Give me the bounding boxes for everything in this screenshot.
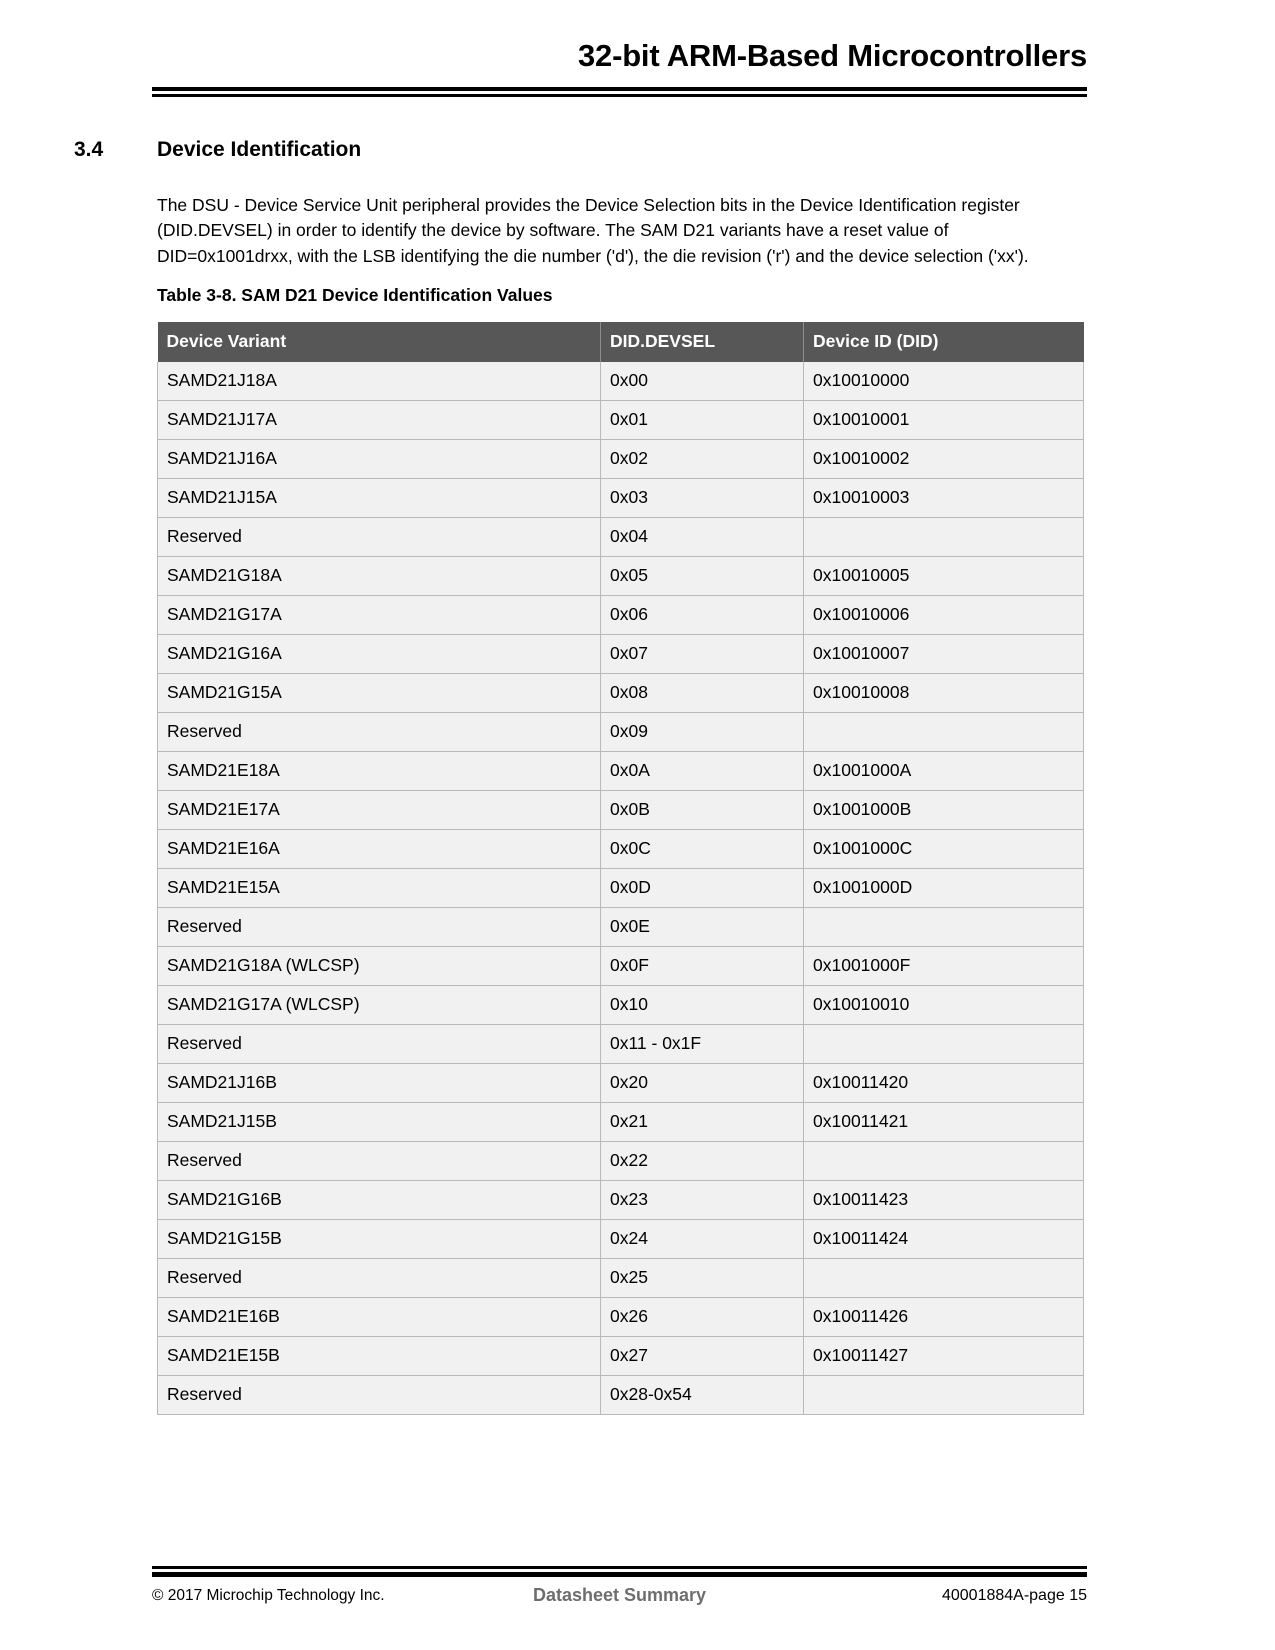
cell-device-id: 0x1001000C xyxy=(804,830,1084,869)
cell-did-devsel: 0x24 xyxy=(601,1220,804,1259)
cell-did-devsel: 0x22 xyxy=(601,1142,804,1181)
cell-device-id: 0x10011426 xyxy=(804,1298,1084,1337)
table-row xyxy=(158,596,1084,635)
cell-device-id: 0x10011420 xyxy=(804,1064,1084,1103)
table-caption: Table 3-8. SAM D21 Device Identification Values xyxy=(157,285,553,305)
cell-device-id: 0x10010003 xyxy=(804,479,1084,518)
table-row xyxy=(158,1220,1084,1259)
table-row xyxy=(158,1025,1084,1064)
cell-device-variant: Reserved xyxy=(158,1142,601,1181)
cell-did-devsel: 0x01 xyxy=(601,401,804,440)
table-row xyxy=(158,908,1084,947)
table-row xyxy=(158,1376,1084,1415)
table-row xyxy=(158,635,1084,674)
cell-did-devsel: 0x21 xyxy=(601,1103,804,1142)
page-footer xyxy=(152,1566,1087,1612)
page-title: 32-bit ARM-Based Microcontrollers xyxy=(577,38,1087,73)
table-header xyxy=(158,322,1084,362)
cell-device-id xyxy=(804,518,1084,557)
table-row xyxy=(158,518,1084,557)
cell-did-devsel: 0x0D xyxy=(601,869,804,908)
table-row xyxy=(158,1298,1084,1337)
cell-device-variant: SAMD21G17A xyxy=(158,596,601,635)
section-heading-row xyxy=(0,137,1275,171)
footer-document-type: Datasheet Summary xyxy=(532,1585,707,1605)
cell-device-variant: SAMD21J16B xyxy=(158,1064,601,1103)
footer-page-number: 40001884A-page 15 xyxy=(941,1587,1087,1604)
cell-device-variant: Reserved xyxy=(158,908,601,947)
footer-divider xyxy=(152,1566,1087,1577)
cell-device-variant: Reserved xyxy=(158,1376,601,1415)
cell-device-id: 0x10010000 xyxy=(804,362,1084,401)
cell-device-id: 0x1001000F xyxy=(804,947,1084,986)
table-row xyxy=(158,869,1084,908)
cell-device-variant: SAMD21J17A xyxy=(158,401,601,440)
table-row xyxy=(158,752,1084,791)
footer-content-row xyxy=(152,1586,1087,1612)
table-row xyxy=(158,791,1084,830)
cell-device-variant: SAMD21J16A xyxy=(158,440,601,479)
cell-device-id xyxy=(804,1025,1084,1064)
table-row xyxy=(158,1259,1084,1298)
table-row xyxy=(158,713,1084,752)
table-row xyxy=(158,830,1084,869)
cell-device-variant: SAMD21G17A (WLCSP) xyxy=(158,986,601,1025)
cell-did-devsel: 0x0B xyxy=(601,791,804,830)
table-row xyxy=(158,1064,1084,1103)
table-row xyxy=(158,1337,1084,1376)
cell-device-id: 0x10011423 xyxy=(804,1181,1084,1220)
cell-device-id: 0x1001000D xyxy=(804,869,1084,908)
cell-did-devsel: 0x0C xyxy=(601,830,804,869)
cell-device-variant: SAMD21E16A xyxy=(158,830,601,869)
cell-device-id xyxy=(804,1142,1084,1181)
table-row xyxy=(158,401,1084,440)
cell-device-id: 0x1001000A xyxy=(804,752,1084,791)
table-row xyxy=(158,1103,1084,1142)
cell-did-devsel: 0x26 xyxy=(601,1298,804,1337)
cell-device-variant: SAMD21J18A xyxy=(158,362,601,401)
cell-device-variant: SAMD21J15B xyxy=(158,1103,601,1142)
cell-device-variant: Reserved xyxy=(158,518,601,557)
cell-device-id xyxy=(804,1376,1084,1415)
section-title: Device Identification xyxy=(157,138,362,161)
table-row xyxy=(158,986,1084,1025)
cell-device-variant: SAMD21G16A xyxy=(158,635,601,674)
cell-did-devsel: 0x23 xyxy=(601,1181,804,1220)
cell-did-devsel: 0x04 xyxy=(601,518,804,557)
cell-did-devsel: 0x0A xyxy=(601,752,804,791)
cell-did-devsel: 0x0E xyxy=(601,908,804,947)
cell-device-variant: Reserved xyxy=(158,1259,601,1298)
cell-device-variant: SAMD21G15B xyxy=(158,1220,601,1259)
cell-device-id: 0x10010002 xyxy=(804,440,1084,479)
cell-device-variant: SAMD21E18A xyxy=(158,752,601,791)
page-header xyxy=(152,38,1087,97)
table-header-row xyxy=(158,322,1084,362)
table-row xyxy=(158,362,1084,401)
cell-device-id: 0x10011427 xyxy=(804,1337,1084,1376)
cell-device-id: 0x1001000B xyxy=(804,791,1084,830)
cell-device-variant: SAMD21J15A xyxy=(158,479,601,518)
cell-device-variant: SAMD21E15B xyxy=(158,1337,601,1376)
table-row xyxy=(158,557,1084,596)
footer-divider-thick-line xyxy=(152,1572,1087,1577)
table-body xyxy=(158,362,1084,1415)
cell-device-id xyxy=(804,908,1084,947)
cell-did-devsel: 0x08 xyxy=(601,674,804,713)
cell-did-devsel: 0x27 xyxy=(601,1337,804,1376)
cell-device-id xyxy=(804,713,1084,752)
cell-device-variant: Reserved xyxy=(158,713,601,752)
cell-device-id: 0x10010001 xyxy=(804,401,1084,440)
cell-device-id: 0x10010005 xyxy=(804,557,1084,596)
cell-did-devsel: 0x05 xyxy=(601,557,804,596)
cell-device-variant: Reserved xyxy=(158,1025,601,1064)
section-body-paragraph: The DSU - Device Service Unit peripheral provides the Device Selection bits in the Device Identification register (DID.DEVSEL) in order to identify the device by software. The SAM D21 variants have a reset value of DID=0x1001drxx, with the LSB identifying the die number ('d'), the die revision ('r') and the device selection ('xx'). xyxy=(157,194,1029,266)
column-header-device-id: Device ID (DID) xyxy=(804,322,1084,362)
table-row xyxy=(158,440,1084,479)
cell-device-variant: SAMD21G18A (WLCSP) xyxy=(158,947,601,986)
table-row xyxy=(158,479,1084,518)
footer-copyright: © 2017 Microchip Technology Inc. xyxy=(152,1587,385,1604)
cell-device-id: 0x10010010 xyxy=(804,986,1084,1025)
device-identification-table-wrapper xyxy=(157,322,1083,1415)
cell-did-devsel: 0x25 xyxy=(601,1259,804,1298)
cell-did-devsel: 0x28-0x54 xyxy=(601,1376,804,1415)
cell-device-variant: SAMD21E15A xyxy=(158,869,601,908)
cell-device-id: 0x10010007 xyxy=(804,635,1084,674)
cell-did-devsel: 0x00 xyxy=(601,362,804,401)
cell-device-id: 0x10011421 xyxy=(804,1103,1084,1142)
cell-device-variant: SAMD21G15A xyxy=(158,674,601,713)
cell-device-id: 0x10010006 xyxy=(804,596,1084,635)
cell-device-id: 0x10010008 xyxy=(804,674,1084,713)
cell-did-devsel: 0x03 xyxy=(601,479,804,518)
cell-did-devsel: 0x06 xyxy=(601,596,804,635)
cell-device-variant: SAMD21E17A xyxy=(158,791,601,830)
cell-device-id xyxy=(804,1259,1084,1298)
cell-device-variant: SAMD21E16B xyxy=(158,1298,601,1337)
table-row xyxy=(158,1181,1084,1220)
cell-did-devsel: 0x20 xyxy=(601,1064,804,1103)
header-divider-thin-line xyxy=(152,94,1087,97)
column-header-device-variant: Device Variant xyxy=(158,322,601,362)
cell-device-id: 0x10011424 xyxy=(804,1220,1084,1259)
cell-did-devsel: 0x10 xyxy=(601,986,804,1025)
device-identification-table xyxy=(157,322,1084,1415)
cell-did-devsel: 0x11 - 0x1F xyxy=(601,1025,804,1064)
table-row xyxy=(158,1142,1084,1181)
cell-did-devsel: 0x0F xyxy=(601,947,804,986)
section-heading xyxy=(0,137,1275,171)
cell-did-devsel: 0x07 xyxy=(601,635,804,674)
header-divider xyxy=(152,87,1087,97)
cell-device-variant: SAMD21G16B xyxy=(158,1181,601,1220)
table-row xyxy=(158,947,1084,986)
cell-did-devsel: 0x02 xyxy=(601,440,804,479)
table-row xyxy=(158,674,1084,713)
cell-did-devsel: 0x09 xyxy=(601,713,804,752)
section-number: 3.4 xyxy=(74,138,104,161)
column-header-did-devsel: DID.DEVSEL xyxy=(601,322,804,362)
cell-device-variant: SAMD21G18A xyxy=(158,557,601,596)
